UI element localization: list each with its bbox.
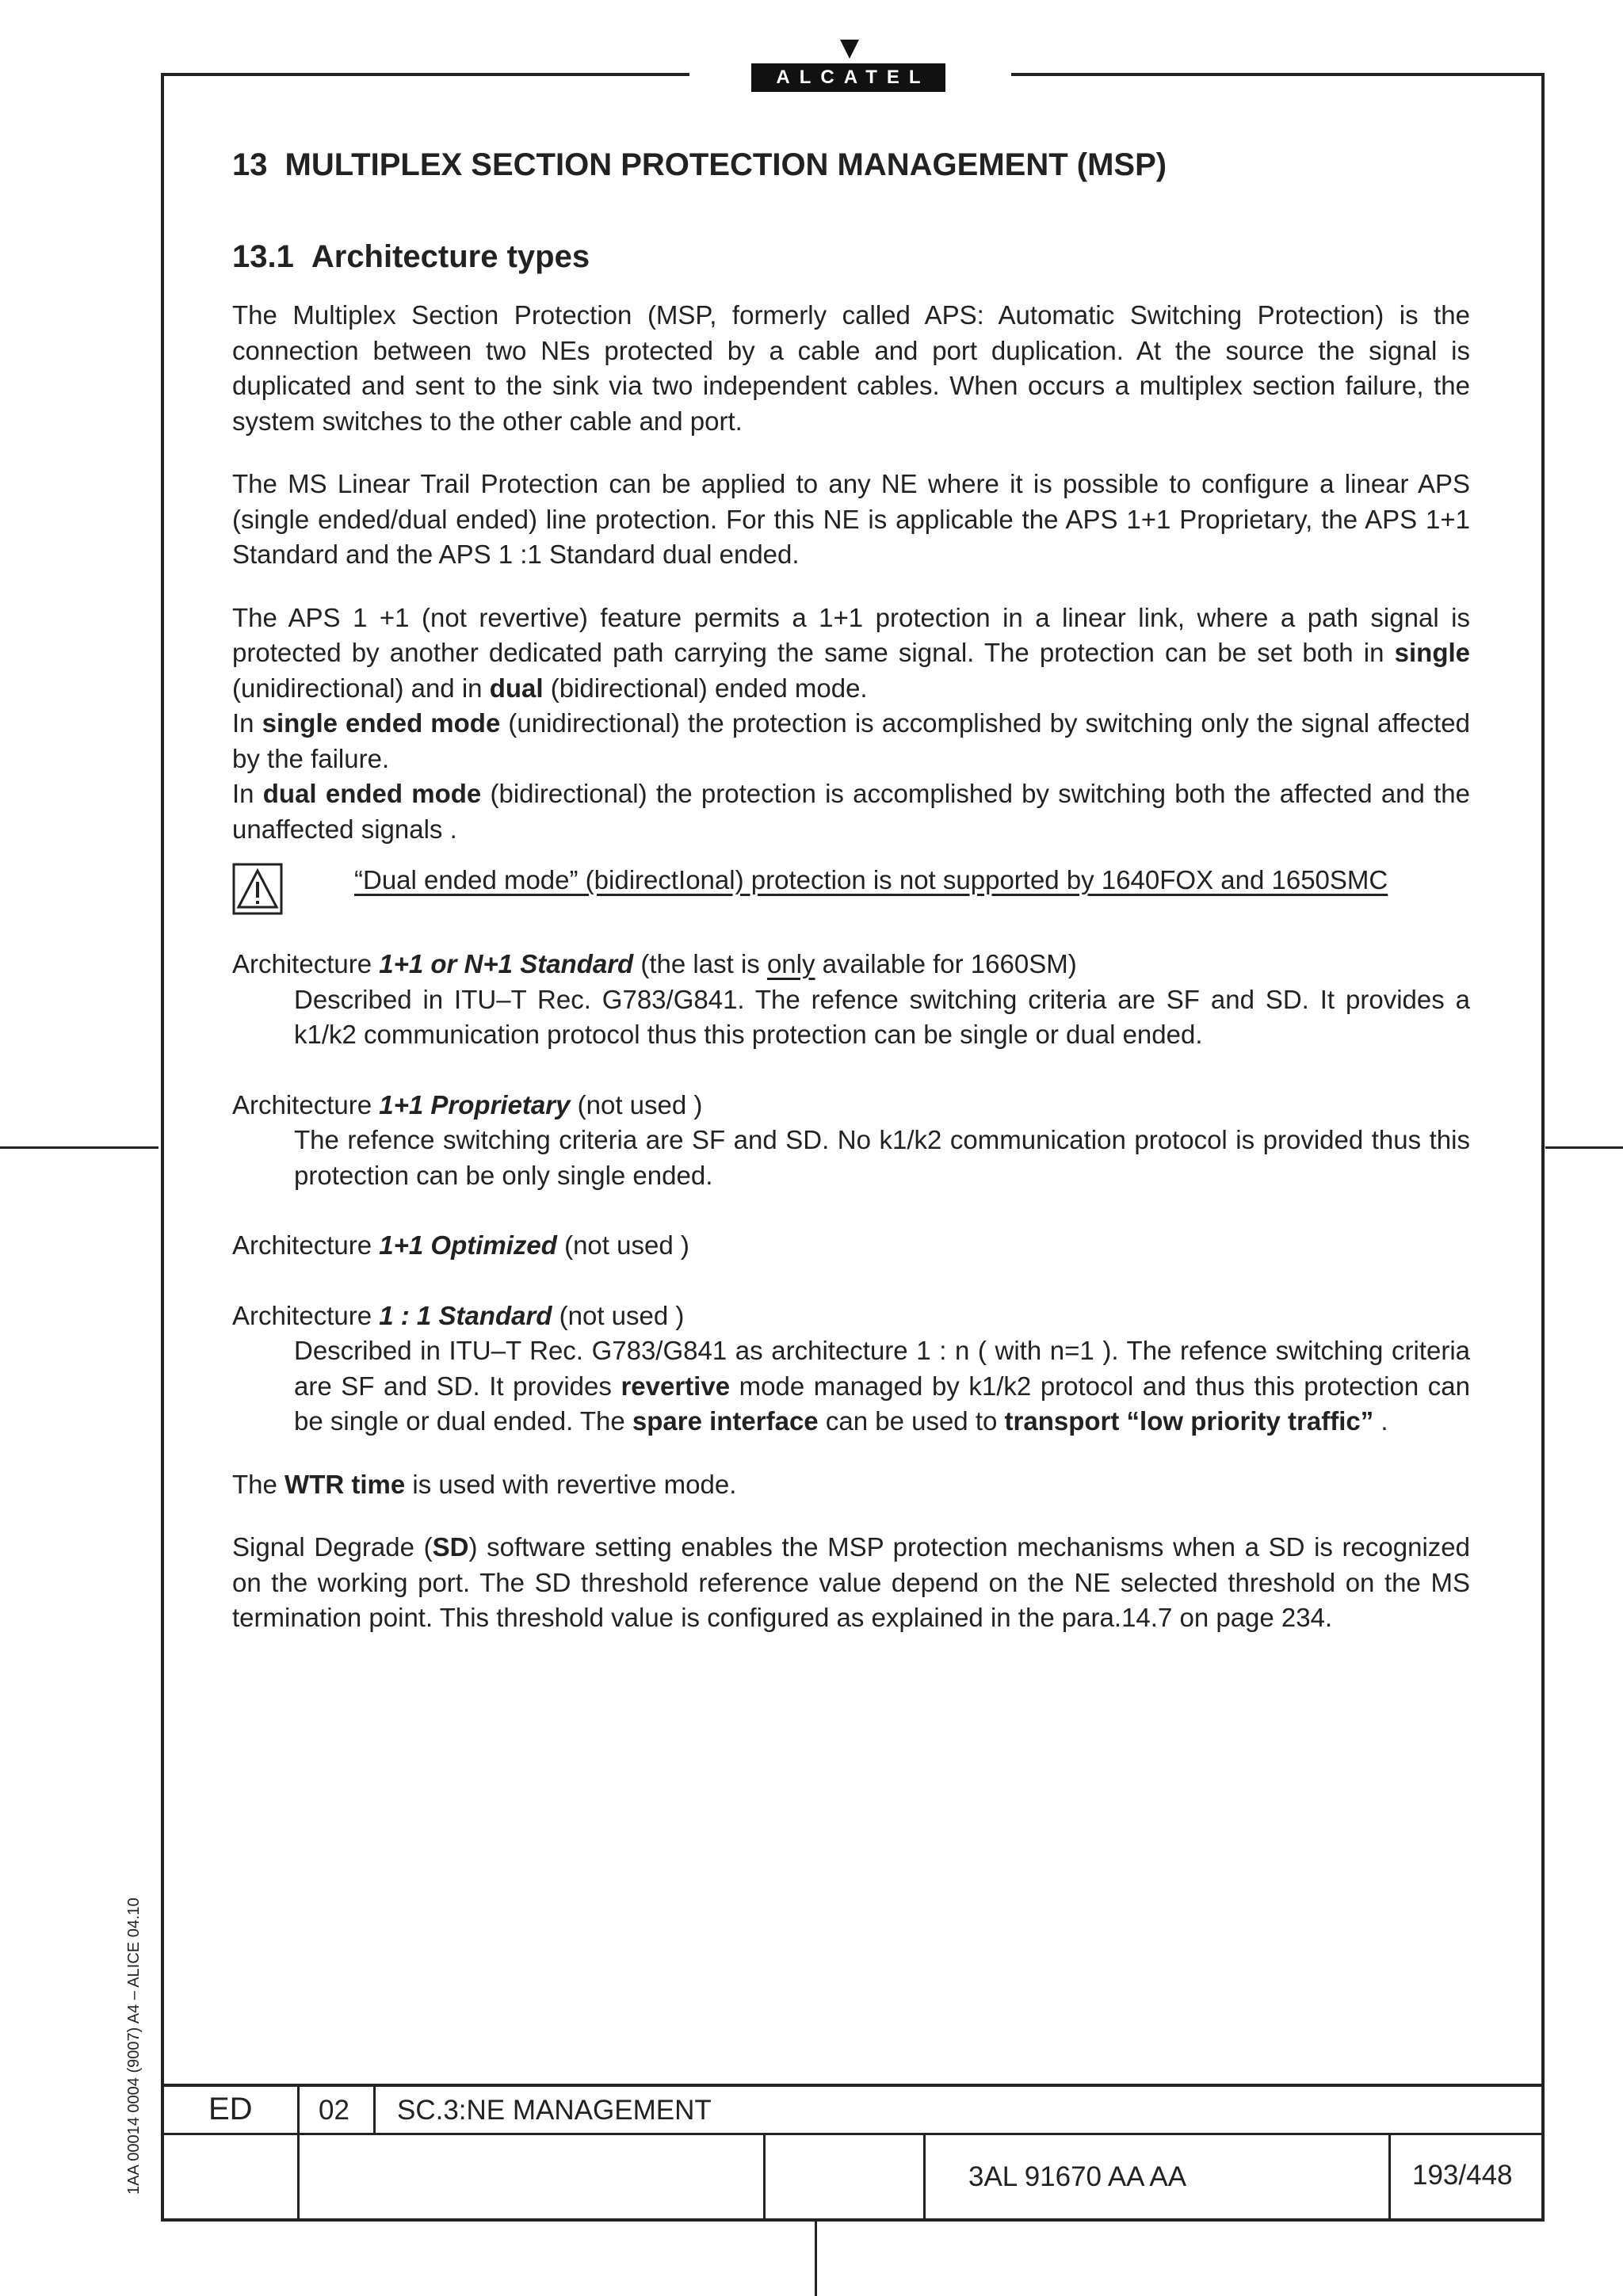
frame-top-left-rule	[162, 73, 689, 76]
paragraph-linear-trail: The MS Linear Trail Protection can be applied to any NE where it is possible to configure a linear APS (single ended/dual ended) line protection. For this NE is applicable the APS 1+1 Proprietary, the APS 1+1 Standard and the APS 1 :1 Standard dual ended.	[232, 469, 1470, 569]
footer-divider-1	[297, 2084, 300, 2220]
frame-top-right-rule	[1011, 73, 1544, 76]
footer-mid-rule	[162, 2133, 1543, 2135]
warning-text: “Dual ended mode” (bidirectIonal) protection is not supported by 1640FOX and 1650SMC	[354, 865, 1388, 894]
section-title: Architecture types	[311, 239, 590, 274]
page-number: 193/448	[1412, 2160, 1513, 2191]
logo-triangle-icon	[840, 40, 859, 59]
footer-divider-2	[373, 2084, 376, 2133]
fold-mark-bottom	[815, 2222, 817, 2296]
document-code: 3AL 91670 AA AA	[968, 2161, 1187, 2192]
paragraph-msp-intro: The Multiplex Section Protection (MSP, formerly called APS: Automatic Switching Protection) is the connection between two NEs protected by a cable and port duplication. At the source the signal is duplicated and sent to the sink via two independent cables. When occurs a multiplex section failure, the system switches to the other cable and port.	[232, 300, 1470, 436]
document-body	[232, 143, 1470, 1664]
architecture-optimized-title: Architecture 1+1 Optimized (not used )	[232, 1230, 689, 1260]
paragraph-aps-modes: The APS 1 +1 (not revertive) feature permits a 1+1 protection in a linear link, where a path signal is protected by another dedicated path carrying the same signal. The protection can be set both in single (unidirectional) and in dual (bidirectional) ended mode.	[232, 602, 1470, 703]
architecture-standard	[232, 947, 1470, 1053]
section-heading	[232, 235, 1470, 279]
architecture-proprietary-desc: The refence switching criteria are SF and SD. No k1/k2 communication protocol is provided thus this protection can be only single ended.	[294, 1125, 1470, 1190]
side-reference-code: 1AA 00014 0004 (9007) A4 – ALICE 04.10	[125, 1897, 143, 2195]
fold-mark-left	[0, 1146, 158, 1149]
paragraph-signal-degrade: Signal Degrade (SD) software setting enables the MSP protection mechanisms when a SD is recognized on the working port. The SD threshold reference value depend on the NE selected threshold on the MS termination point. This threshold value is configured as explained in the para.14.7 on page 234.	[232, 1532, 1471, 1632]
section-number: 13.1	[232, 239, 294, 274]
frame-right-rule	[1541, 73, 1545, 2222]
footer-divider-3	[763, 2133, 766, 2220]
architecture-proprietary-title: Architecture 1+1 Proprietary (not used )	[232, 1089, 703, 1119]
chapter-title: MULTIPLEX SECTION PROTECTION MANAGEMENT (MSP)	[285, 147, 1167, 182]
frame-left-rule	[161, 73, 164, 2222]
architecture-optimized	[232, 1228, 1470, 1264]
chapter-number: 13	[232, 147, 268, 182]
fold-mark-right	[1545, 1146, 1623, 1149]
architecture-proprietary	[232, 1088, 1470, 1194]
warning-note	[232, 863, 1470, 915]
footer-divider-5	[1388, 2133, 1391, 2220]
paragraph-wtr: The WTR time is used with revertive mode.	[232, 1469, 737, 1499]
architecture-one-to-one	[232, 1299, 1470, 1440]
edition-value: 02	[319, 2095, 349, 2126]
architecture-standard-desc: Described in ITU–T Rec. G783/G841. The refence switching criteria are SF and SD. It provides a k1/k2 communication protocol thus this protection can be single or dual ended.	[294, 984, 1470, 1049]
architecture-one-to-one-title: Architecture 1 : 1 Standard (not used )	[232, 1300, 685, 1330]
architecture-one-to-one-desc: Described in ITU–T Rec. G783/G841 as architecture 1 : n ( with n=1 ). The refence switching criteria are SF and SD. It provides revertive mode managed by k1/k2 protocol and thus this protection can be single or dual ended. The spare interface can be used to transport “low priority traffic” .	[294, 1336, 1470, 1436]
paragraph-dual-ended: In dual ended mode (bidirectional) the protection is accomplished by switching both the affected and the unaffected signals .	[232, 779, 1470, 844]
section-name: SC.3:NE MANAGEMENT	[397, 2095, 712, 2126]
footer-divider-4	[923, 2133, 926, 2220]
architecture-standard-title: Architecture 1+1 or N+1 Standard (the last is only available for 1660SM)	[232, 949, 1077, 978]
paragraph-single-ended: In single ended mode (unidirectional) the protection is accomplished by switching only the signal affected by the failure.	[232, 708, 1470, 773]
warning-icon	[232, 863, 283, 915]
chapter-heading	[232, 143, 1470, 187]
footer-top-rule	[162, 2084, 1543, 2087]
edition-label: ED	[208, 2092, 253, 2126]
alcatel-logo: ALCATEL	[751, 63, 945, 92]
footer-table	[162, 2084, 1543, 2220]
